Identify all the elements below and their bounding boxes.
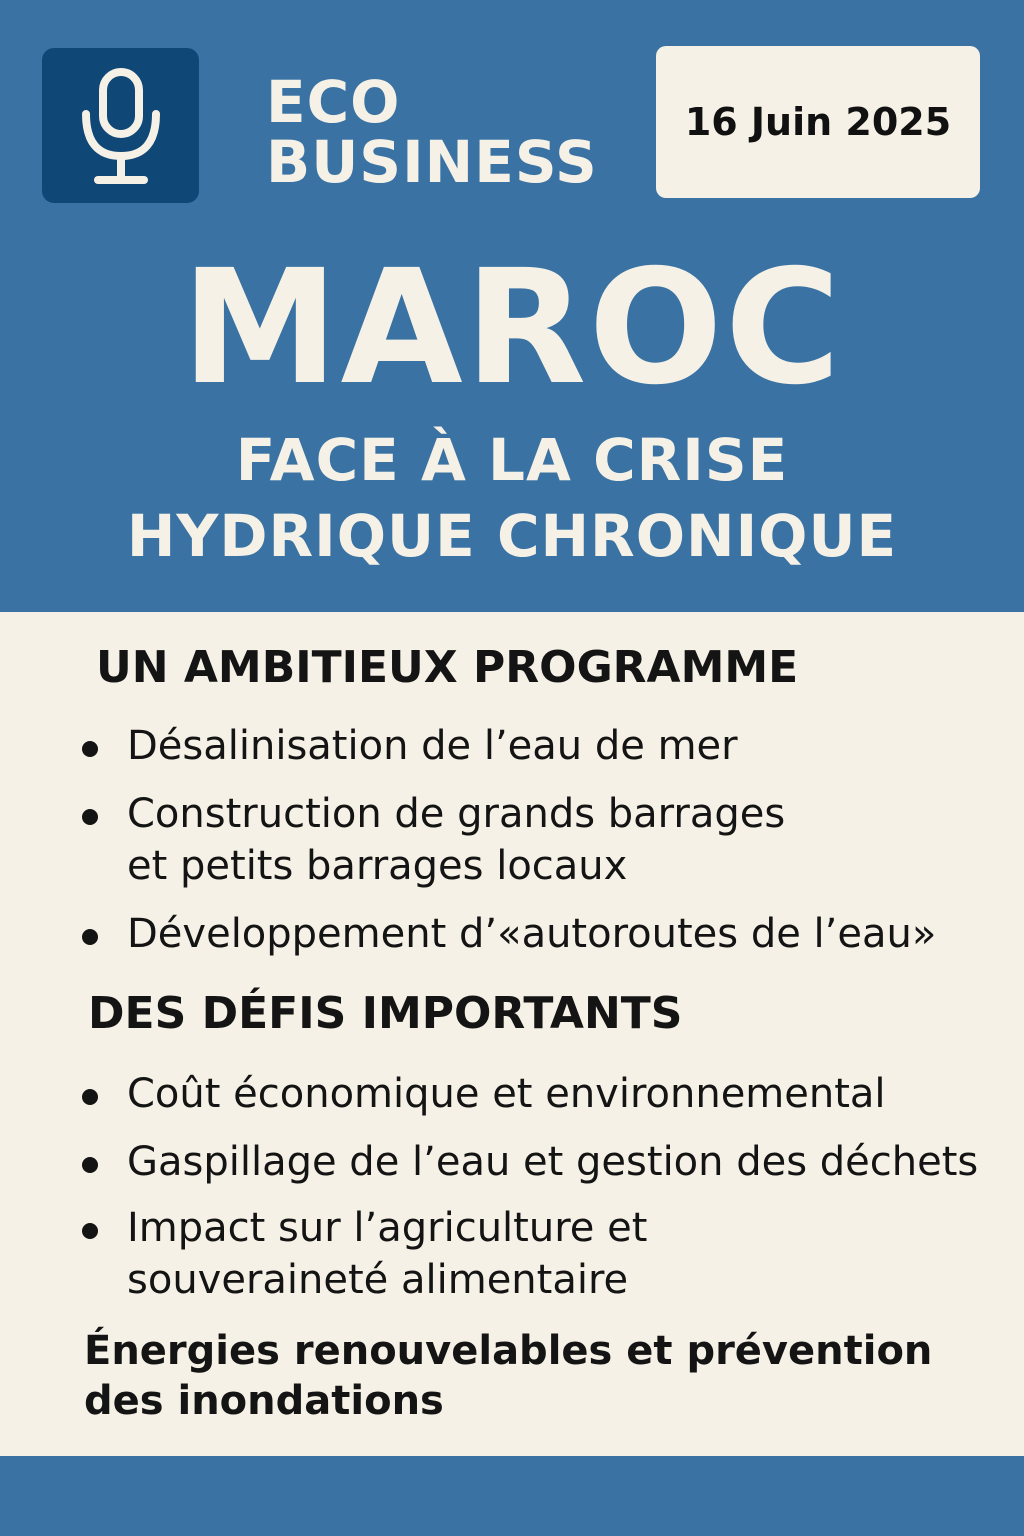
list-item-text: Développement d’«autoroutes de l’eau» xyxy=(127,911,937,957)
bullet-icon xyxy=(82,809,98,825)
bullet-icon xyxy=(82,1089,98,1105)
header-banner xyxy=(0,0,1024,612)
date-badge xyxy=(656,46,980,198)
list-item xyxy=(82,1202,647,1306)
list-item xyxy=(82,788,785,892)
closing-line-2: des inondations xyxy=(84,1378,444,1424)
main-title: MAROC xyxy=(181,236,843,420)
brand-line-2: BUSINESS xyxy=(266,128,598,196)
list-item xyxy=(82,1136,978,1188)
closing-line-1: Énergies renouvelables et prévention xyxy=(84,1328,933,1374)
footer-bar xyxy=(0,1456,1024,1536)
subtitle xyxy=(0,422,1024,574)
microphone-icon xyxy=(76,66,166,186)
brand-name xyxy=(266,68,598,196)
list-item-text: Gaspillage de l’eau et gestion des déchets xyxy=(127,1139,979,1185)
subtitle-line-2: HYDRIQUE CHRONIQUE xyxy=(126,502,898,570)
section-title-defis: DES DÉFIS IMPORTANTS xyxy=(88,988,683,1039)
brand-line-1: ECO xyxy=(266,68,401,136)
bullet-icon xyxy=(82,1157,98,1173)
bullet-icon xyxy=(82,929,98,945)
list-item-text: Construction de grands barrages et petits barrages locaux xyxy=(127,791,786,889)
subtitle-line-1: FACE À LA CRISE xyxy=(235,426,789,494)
list-item-text: Coût économique et environnemental xyxy=(127,1071,886,1117)
closing-statement xyxy=(84,1326,932,1426)
list-item xyxy=(82,720,738,772)
list-item xyxy=(82,908,936,960)
list-item xyxy=(82,1068,886,1120)
logo-badge xyxy=(42,48,199,203)
bullet-icon xyxy=(82,741,98,757)
date-text: 16 Juin 2025 xyxy=(684,100,952,144)
list-item-text: Désalinisation de l’eau de mer xyxy=(127,723,738,769)
bullet-icon xyxy=(82,1223,98,1239)
section-title-programme: UN AMBITIEUX PROGRAMME xyxy=(96,642,799,693)
list-item-text: Impact sur l’agriculture et souveraineté alimentaire xyxy=(127,1205,648,1303)
